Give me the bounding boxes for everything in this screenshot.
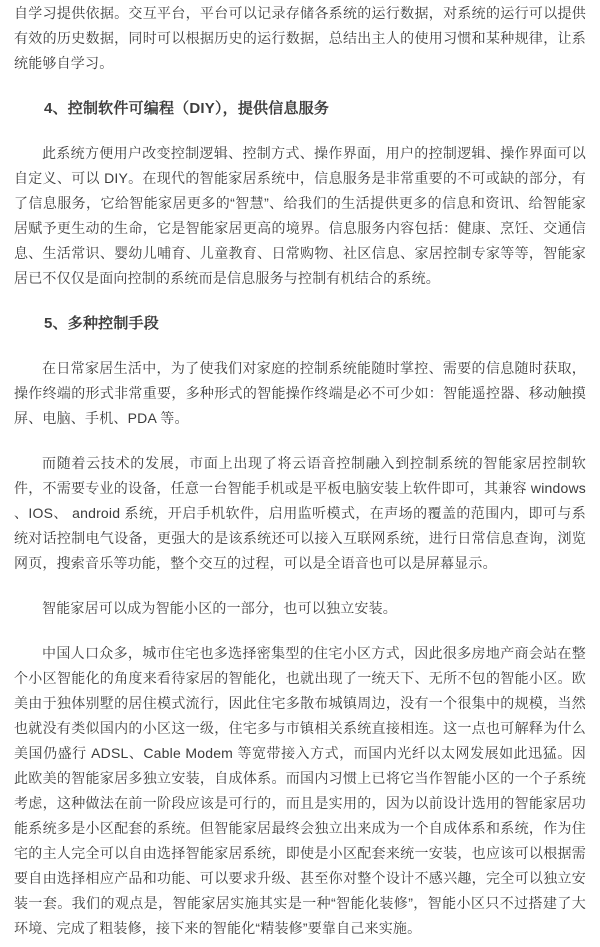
section-heading-5: 5、多种控制手段 <box>44 315 159 332</box>
paragraph-continuation: 自学习提供依据。交互平台，平台可以记录存储各系统的运行数据，对系统的运行可以提供有效的历史数据，同时可以根据历史的运行数据，总结出主人的使用习惯和某种规律，让系统能够自学习。 <box>14 5 586 71</box>
paragraph-info-service: 此系统方便用户改变控制逻辑、控制方式、操作界面，用户的控制逻辑、操作界面可以自定义、可以 DIY。在现代的智能家居系统中，信息服务是非常重要的不可或缺的部分，有了信息服务，它给智能家居更多的“智慧”、给我们的生活提供更多的信息和资讯、给智能家居赋予更生动的生命，它是智能家居更高的境界。信息服务内容包括：健康、烹饪、交通信息、生活常识、婴幼儿哺育、儿童教育、日常购物、社区信息、家居控制专家等等，智能家居已不仅仅是面向控制的系统而是信息服务与控制有机结合的系统。 <box>14 145 586 286</box>
section-heading-4: 4、控制软件可编程（DIY），提供信息服务 <box>44 100 330 117</box>
paragraph-community-or-standalone: 智能家居可以成为智能小区的一部分，也可以独立安装。 <box>42 600 397 616</box>
paragraph-control-terminals: 在日常家居生活中，为了使我们对家庭的控制系统能随时掌控、需要的信息随时获取，操作终端的形式非常重要，多种形式的智能操作终端是必不可少如：智能遥控器、移动触摸屏、电脑、手机、PDA 等。 <box>14 360 586 426</box>
paragraph-china-vs-west: 中国人口众多，城市住宅也多选择密集型的住宅小区方式，因此很多房地产商会站在整个小区智能化的角度来看待家居的智能化，也就出现了一统天下、无所不包的智能小区。欧美由于独体别墅的居住模式流行，因此住宅多散布城镇周边，没有一个很集中的规模，当然也就没有类似国内的小区这一级，住宅多与市镇相关系统直接相连。这一点也可解释为什么美国仍盛行 ADSL、Cable Modem 等宽带接入方式，而国内光纤以太网发展如此迅猛。因此欧美的智能家居多独立安装，自成体系。而国内习惯上已将它当作智能小区的一个子系统考虑，这种做法在前一阶段应该是可行的，而且是实用的，因为以前设计选用的智能家居功能系统多是小区配套的系统。但智能家居最终会独立出来成为一个自成体系和系统，作为住宅的主人完全可以自由选择智能家居系统，即使是小区配套来统一安装，也应该可以根据需要自由选择相应产品和功能、可以要求升级、甚至你对整个设计不感兴趣，完全可以独立安装一套。我们的观点是，智能家居实施其实是一种“智能化装修”，智能小区只不过搭建了大环境、完成了粗装修，接下来的智能化“精装修”要靠自己来实施。 <box>14 645 586 936</box>
paragraph-cloud-voice: 而随着云技术的发展，市面上出现了将云语音控制融入到控制系统的智能家居控制软件，不需要专业的设备，任意一台智能手机或是平板电脑安装上软件即可，其兼容 windows 、IOS、 android 系统，开启手机软件，启用监听模式，在声场的覆盖的范围内，即可与系统对话控制电气设备，更强大的是该系统还可以接入互联网系统，进行日常信息查询，浏览网页，搜索音乐等功能，整个交互的过程，可以是全语音也可以是屏幕显示。 <box>14 455 586 571</box>
